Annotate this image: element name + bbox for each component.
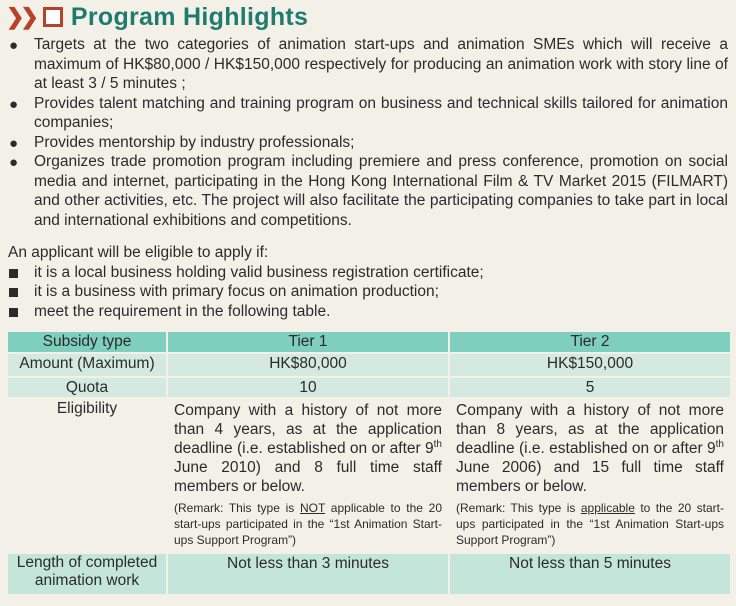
length-tier-2: Not less than 5 minutes	[449, 553, 731, 595]
remark-tier-1: (Remark: This type is NOT applicable to the 20 start-ups participated in the “1st Animation Start-ups Support Program”)	[174, 501, 442, 547]
eligibility-tier-2: Company with a history of not more than 8 years, as at the application deadline (i.e. established on or after 9th June 2006) and 15 full time staff members or below. (Remark: This type is applicable to the 20 start-ups participated in the “1st Animation Start-ups Support Program”)	[449, 398, 731, 553]
quota-label: Quota	[7, 377, 167, 398]
table-row-amount	[7, 353, 731, 377]
content	[8, 35, 728, 321]
page-title: Program Highlights	[70, 2, 309, 31]
amount-tier-2: HK$150,000	[449, 353, 731, 377]
highlight-item: ● Organizes trade promotion program including premiere and press conference, promotion on social media and internet, participating in the Hong Kong International Film & TV Market 2015 (FILMART) and other activities, etc. The project will also facilitate the participating companies to take part in local and international exhibitions and competitions.	[9, 153, 728, 229]
table-header-row	[7, 331, 731, 353]
length-label: Length of completed animation work	[7, 553, 167, 595]
header-subsidy-type: Subsidy type	[7, 331, 167, 353]
section-header	[6, 2, 308, 32]
highlight-item: ● Provides mentorship by industry professionals;	[9, 133, 355, 152]
length-tier-1: Not less than 3 minutes	[167, 553, 449, 595]
table-row-quota	[7, 377, 731, 398]
hollow-square-icon	[43, 7, 63, 27]
header-tier-2: Tier 2	[449, 331, 731, 353]
highlight-item: ● Provides talent matching and training program on business and technical skills tailored for animation companies;	[9, 94, 728, 131]
eligibility-item: meet the requirement in the following table.	[8, 302, 728, 322]
bullet-square-icon	[9, 288, 18, 297]
amount-tier-1: HK$80,000	[167, 353, 449, 377]
remark-tier-2: (Remark: This type is applicable to the 20 start-ups participated in the “1st Animation Start-ups Support Program”)	[456, 501, 724, 547]
bullet-dot-icon: ●	[9, 37, 19, 54]
bullet-square-icon	[9, 308, 18, 317]
bullet-dot-icon: ●	[9, 154, 19, 171]
highlight-item: ● Targets at the two categories of animation start-ups and animation SMEs which will receive a maximum of HK$80,000 / HK$150,000 respectively for producing an animation work with story line of at least 3 / 5 minutes ;	[9, 36, 728, 92]
header-tier-1: Tier 1	[167, 331, 449, 353]
table-row-length	[7, 553, 731, 595]
eligibility-item: it is a business with primary focus on animation production;	[8, 282, 728, 302]
eligibility-tier-1: Company with a history of not more than 4 years, as at the application deadline (i.e. established on or after 9th June 2010) and 8 full time staff members or below. (Remark: This type is NOT applicable to the 20 start-ups participated in the “1st Animation Start-ups Support Program”)	[167, 398, 449, 553]
subsidy-table	[6, 330, 732, 596]
quota-tier-1: 10	[167, 377, 449, 398]
bullet-dot-icon: ●	[9, 134, 19, 152]
bullet-dot-icon: ●	[9, 95, 19, 113]
eligibility-item: it is a local business holding valid business registration certificate;	[8, 263, 728, 283]
eligibility-label: Eligibility	[7, 398, 167, 553]
quota-tier-2: 5	[449, 377, 731, 398]
table-row-eligibility	[7, 398, 731, 553]
bullet-square-icon	[9, 269, 18, 278]
amount-label: Amount (Maximum)	[7, 353, 167, 377]
eligibility-intro: An applicant will be eligible to apply if:	[8, 244, 269, 261]
double-chevron-right-icon: ❯❯	[6, 4, 35, 29]
